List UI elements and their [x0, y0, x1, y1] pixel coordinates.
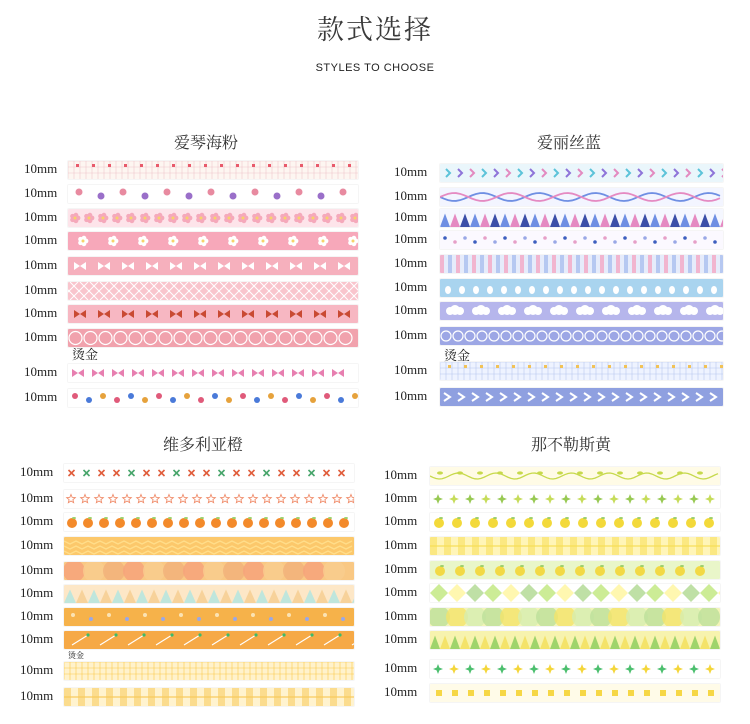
washi-tape-swatch [440, 255, 723, 273]
tape-width-label: 10mm [394, 188, 428, 203]
washi-tape-swatch [430, 490, 720, 508]
tape-width-label: 10mm [384, 584, 418, 599]
tape-width-label: 10mm [24, 209, 58, 224]
tape-width-label: 10mm [24, 364, 58, 379]
tape-width-label: 10mm [394, 164, 428, 179]
tape-width-label: 10mm [384, 537, 418, 552]
tape-width-label: 10mm [384, 561, 418, 576]
washi-tape-swatch [430, 537, 720, 555]
tape-width-label: 10mm [394, 302, 428, 317]
tape-width-label: 10mm [24, 329, 58, 344]
tape-width-label: 10mm [24, 185, 58, 200]
panel-title: 爱琴海粉 [174, 133, 239, 152]
gold-foil-label: 烫金 [72, 348, 99, 363]
washi-tape-swatch [440, 327, 723, 345]
washi-tape-swatch [68, 282, 358, 300]
tape-width-label: 10mm [394, 231, 428, 246]
tape-width-label: 10mm [20, 608, 54, 623]
tape-width-label: 10mm [20, 513, 54, 528]
washi-tape-swatch [440, 164, 723, 182]
washi-tape-swatch [440, 279, 723, 297]
washi-tape-swatch [68, 257, 358, 275]
tape-width-label: 10mm [20, 688, 54, 703]
gold-foil-label: 烫金 [444, 349, 471, 364]
tape-width-label: 10mm [24, 305, 58, 320]
tape-width-label: 10mm [20, 662, 54, 677]
washi-tape-swatch [64, 537, 354, 555]
washi-tape-swatch [430, 513, 720, 531]
tape-width-label: 10mm [24, 389, 58, 404]
tape-width-label: 10mm [24, 161, 58, 176]
gold-foil-label: 烫金 [68, 651, 84, 660]
tape-width-label: 10mm [20, 631, 54, 646]
washi-tape-swatch [64, 631, 354, 649]
tape-width-label: 10mm [20, 464, 54, 479]
washi-tape-swatch [430, 608, 720, 626]
tape-width-label: 10mm [20, 585, 54, 600]
tape-width-label: 10mm [394, 388, 428, 403]
washi-tape-swatch [68, 389, 358, 407]
washi-tape-swatch [64, 562, 354, 580]
washi-tape-swatch [68, 161, 358, 179]
panel-title: 那不勒斯黄 [531, 435, 612, 454]
tape-width-label: 10mm [20, 490, 54, 505]
washi-tape-swatch [430, 584, 720, 602]
tape-width-label: 10mm [20, 562, 54, 577]
washi-tape-swatch [64, 464, 354, 482]
tape-width-label: 10mm [384, 513, 418, 528]
washi-tape-swatch [430, 561, 720, 579]
tape-width-label: 10mm [384, 660, 418, 675]
washi-tape-swatch [68, 185, 358, 203]
tape-width-label: 10mm [384, 631, 418, 646]
washi-tape-swatch [64, 688, 354, 706]
washi-tape-swatch [440, 362, 723, 380]
washi-tape-swatch [68, 364, 358, 382]
tape-width-label: 10mm [384, 467, 418, 482]
washi-tape-swatch [430, 467, 720, 485]
washi-tape-swatch [68, 305, 358, 323]
tape-width-label: 10mm [384, 608, 418, 623]
washi-tape-swatch [64, 608, 354, 626]
tape-width-label: 10mm [394, 327, 428, 342]
page-subtitle: STYLES TO CHOOSE [315, 62, 435, 74]
washi-tape-swatch [68, 232, 358, 250]
washi-tape-swatch [430, 684, 720, 702]
tape-width-label: 10mm [20, 537, 54, 552]
tape-width-label: 10mm [24, 257, 58, 272]
tape-width-label: 10mm [384, 684, 418, 699]
washi-tape-swatch [430, 631, 720, 649]
washi-tape-swatch [440, 231, 723, 249]
tape-width-label: 10mm [24, 232, 58, 247]
washi-tape-swatch [68, 209, 358, 227]
tape-width-label: 10mm [24, 282, 58, 297]
washi-tape-swatch [440, 388, 723, 406]
washi-tape-swatch [430, 660, 720, 678]
washi-tape-swatch [64, 490, 354, 508]
page-title: 款式选择 [317, 15, 433, 46]
washi-tape-swatch [440, 188, 723, 206]
washi-tape-swatch [64, 585, 354, 603]
washi-tape-swatch [64, 513, 354, 531]
tape-width-label: 10mm [394, 362, 428, 377]
washi-tape-swatch [440, 209, 723, 227]
panel-title: 维多利亚橙 [163, 435, 244, 454]
panel-title: 爱丽丝蓝 [537, 133, 602, 152]
tape-width-label: 10mm [384, 490, 418, 505]
washi-tape-swatch [440, 302, 723, 320]
tape-width-label: 10mm [394, 209, 428, 224]
washi-tape-swatch [64, 662, 354, 680]
tape-width-label: 10mm [394, 279, 428, 294]
washi-tape-swatch [68, 329, 358, 347]
tape-width-label: 10mm [394, 255, 428, 270]
